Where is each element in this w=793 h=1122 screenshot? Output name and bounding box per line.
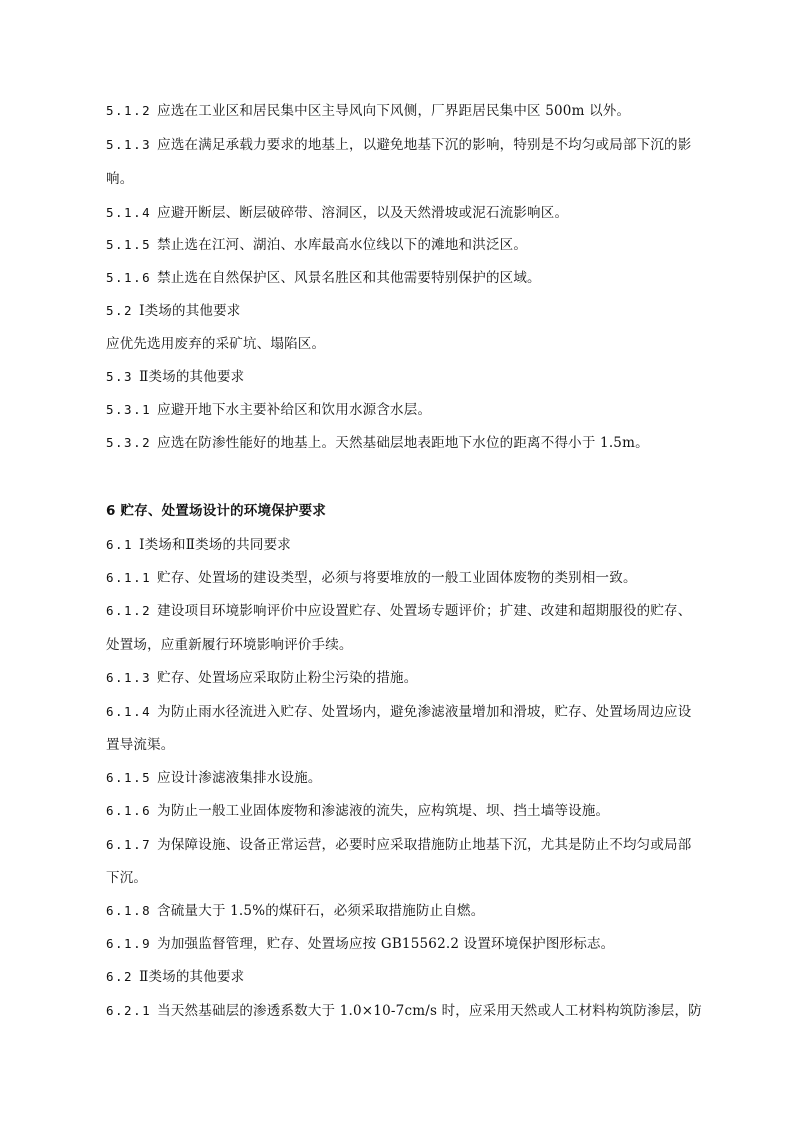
clause-5-1-6 (106, 269, 706, 287)
clause-6-2-1 (106, 1002, 706, 1020)
clause-text: 禁止选在江河、湖泊、水库最高水位线以下的滩地和洪泛区。 (157, 237, 528, 253)
clause-text: 为保障设施、设备正常运营，必要时应采取措施防止地基下沉，尤其是防止不均匀或局部 (157, 837, 692, 853)
clause-text: 置导流渠。 (106, 737, 175, 753)
clause-6-1-3 (106, 669, 706, 687)
clause-number: 6.1.7 (106, 837, 152, 852)
clause-paragraph (106, 335, 706, 353)
clause-text: 应选在防渗性能好的地基上。天然基础层地表距地下水位的距离不得小于 1.5m。 (157, 435, 649, 451)
clause-number: 6.1.2 (106, 603, 152, 618)
clause-text: 应避开断层、断层破碎带、溶洞区，以及天然滑坡或泥石流影响区。 (157, 205, 569, 221)
clause-number: 5.3.1 (106, 402, 152, 417)
clause-text: Ⅰ类场的其他要求 (139, 303, 241, 319)
clause-6-1-8 (106, 902, 706, 920)
clause-number: 6.1.6 (106, 803, 152, 818)
clause-text: 含硫量大于 1.5%的煤矸石，必须采取措施防止自燃。 (157, 903, 485, 919)
clause-5-1-4 (106, 204, 706, 222)
clause-number: 5.3 (106, 369, 134, 384)
clause-number: 6.2.1 (106, 1003, 152, 1018)
clause-text: 应选在满足承载力要求的地基上，以避免地基下沉的影响，特别是不均匀或局部下沉的影 (157, 137, 692, 153)
chapter-6-heading (106, 502, 706, 520)
clause-6-1-4 (106, 703, 706, 721)
clause-number: 5.3.2 (106, 435, 152, 450)
clause-text: 建设项目环境影响评价中应设置贮存、处置场专题评价；扩建、改建和超期服役的贮存、 (157, 603, 692, 619)
clause-continuation (106, 636, 706, 654)
clause-5-3-2 (106, 434, 706, 452)
clause-5-1-3 (106, 136, 706, 154)
clause-6-1-7 (106, 836, 706, 854)
clause-text: 处置场，应重新履行环境影响评价手续。 (106, 637, 353, 653)
clause-number: 6.1.8 (106, 903, 152, 918)
clause-6-1-9 (106, 935, 706, 953)
clause-text: Ⅱ类场的其他要求 (139, 369, 245, 385)
clause-number: 5.2 (106, 303, 134, 318)
clause-number: 6.2 (106, 969, 134, 984)
clause-5-1-2 (106, 102, 706, 120)
clause-number: 6.1.3 (106, 670, 152, 685)
clause-text: 应优先选用废弃的采矿坑、塌陷区。 (106, 336, 326, 352)
clause-text: Ⅱ类场的其他要求 (139, 969, 245, 985)
clause-6-1-1 (106, 569, 706, 587)
clause-number: 6.1 (106, 537, 134, 552)
clause-continuation (106, 170, 706, 188)
section-5-3-heading (106, 368, 706, 386)
clause-text: 为防止一般工业固体废物和渗滤液的流失，应构筑堤、坝、挡土墙等设施。 (157, 803, 610, 819)
clause-text: 应选在工业区和居民集中区主导风向下风侧，厂界距居民集中区 500m 以外。 (157, 103, 631, 119)
clause-text: 下沉。 (106, 870, 148, 886)
clause-number: 5.1.4 (106, 205, 152, 220)
clause-text: 应设计渗滤液集排水设施。 (157, 770, 322, 786)
clause-text: 禁止选在自然保护区、风景名胜区和其他需要特别保护的区域。 (157, 270, 541, 286)
clause-5-3-1 (106, 401, 706, 419)
clause-continuation (106, 869, 706, 887)
section-6-2-heading (106, 968, 706, 986)
clause-number: 6.1.9 (106, 936, 152, 951)
clause-text: 为加强监督管理，贮存、处置场应按 GB15562.2 设置环境保护图形标志。 (157, 936, 615, 952)
clause-text: 为防止雨水径流进入贮存、处置场内，避免渗滤液量增加和滑坡，贮存、处置场周边应设 (157, 704, 692, 720)
clause-number: 5.1.5 (106, 237, 152, 252)
clause-number: 6.1.4 (106, 704, 152, 719)
chapter-title: 6 贮存、处置场设计的环境保护要求 (106, 503, 326, 519)
clause-continuation (106, 736, 706, 754)
clause-text: 贮存、处置场应采取防止粉尘污染的措施。 (157, 670, 418, 686)
clause-6-1-2 (106, 602, 706, 620)
clause-text: 应避开地下水主要补给区和饮用水源含水层。 (157, 402, 432, 418)
clause-text: 响。 (106, 171, 134, 187)
clause-5-1-5 (106, 236, 706, 254)
clause-number: 5.1.6 (106, 270, 152, 285)
clause-number: 5.1.2 (106, 103, 152, 118)
clause-text: 贮存、处置场的建设类型，必须与将要堆放的一般工业固体废物的类别相一致。 (157, 570, 637, 586)
clause-number: 6.1.1 (106, 570, 152, 585)
section-5-2-heading (106, 302, 706, 320)
clause-number: 5.1.3 (106, 137, 152, 152)
clause-6-1-6 (106, 802, 706, 820)
clause-text: Ⅰ类场和Ⅱ类场的共同要求 (139, 537, 291, 553)
section-6-1-heading (106, 536, 706, 554)
clause-text: 当天然基础层的渗透系数大于 1.0×10-7cm/s 时，应采用天然或人工材料构筑防渗层，防 (157, 1003, 702, 1019)
clause-number: 6.1.5 (106, 770, 152, 785)
clause-6-1-5 (106, 769, 706, 787)
